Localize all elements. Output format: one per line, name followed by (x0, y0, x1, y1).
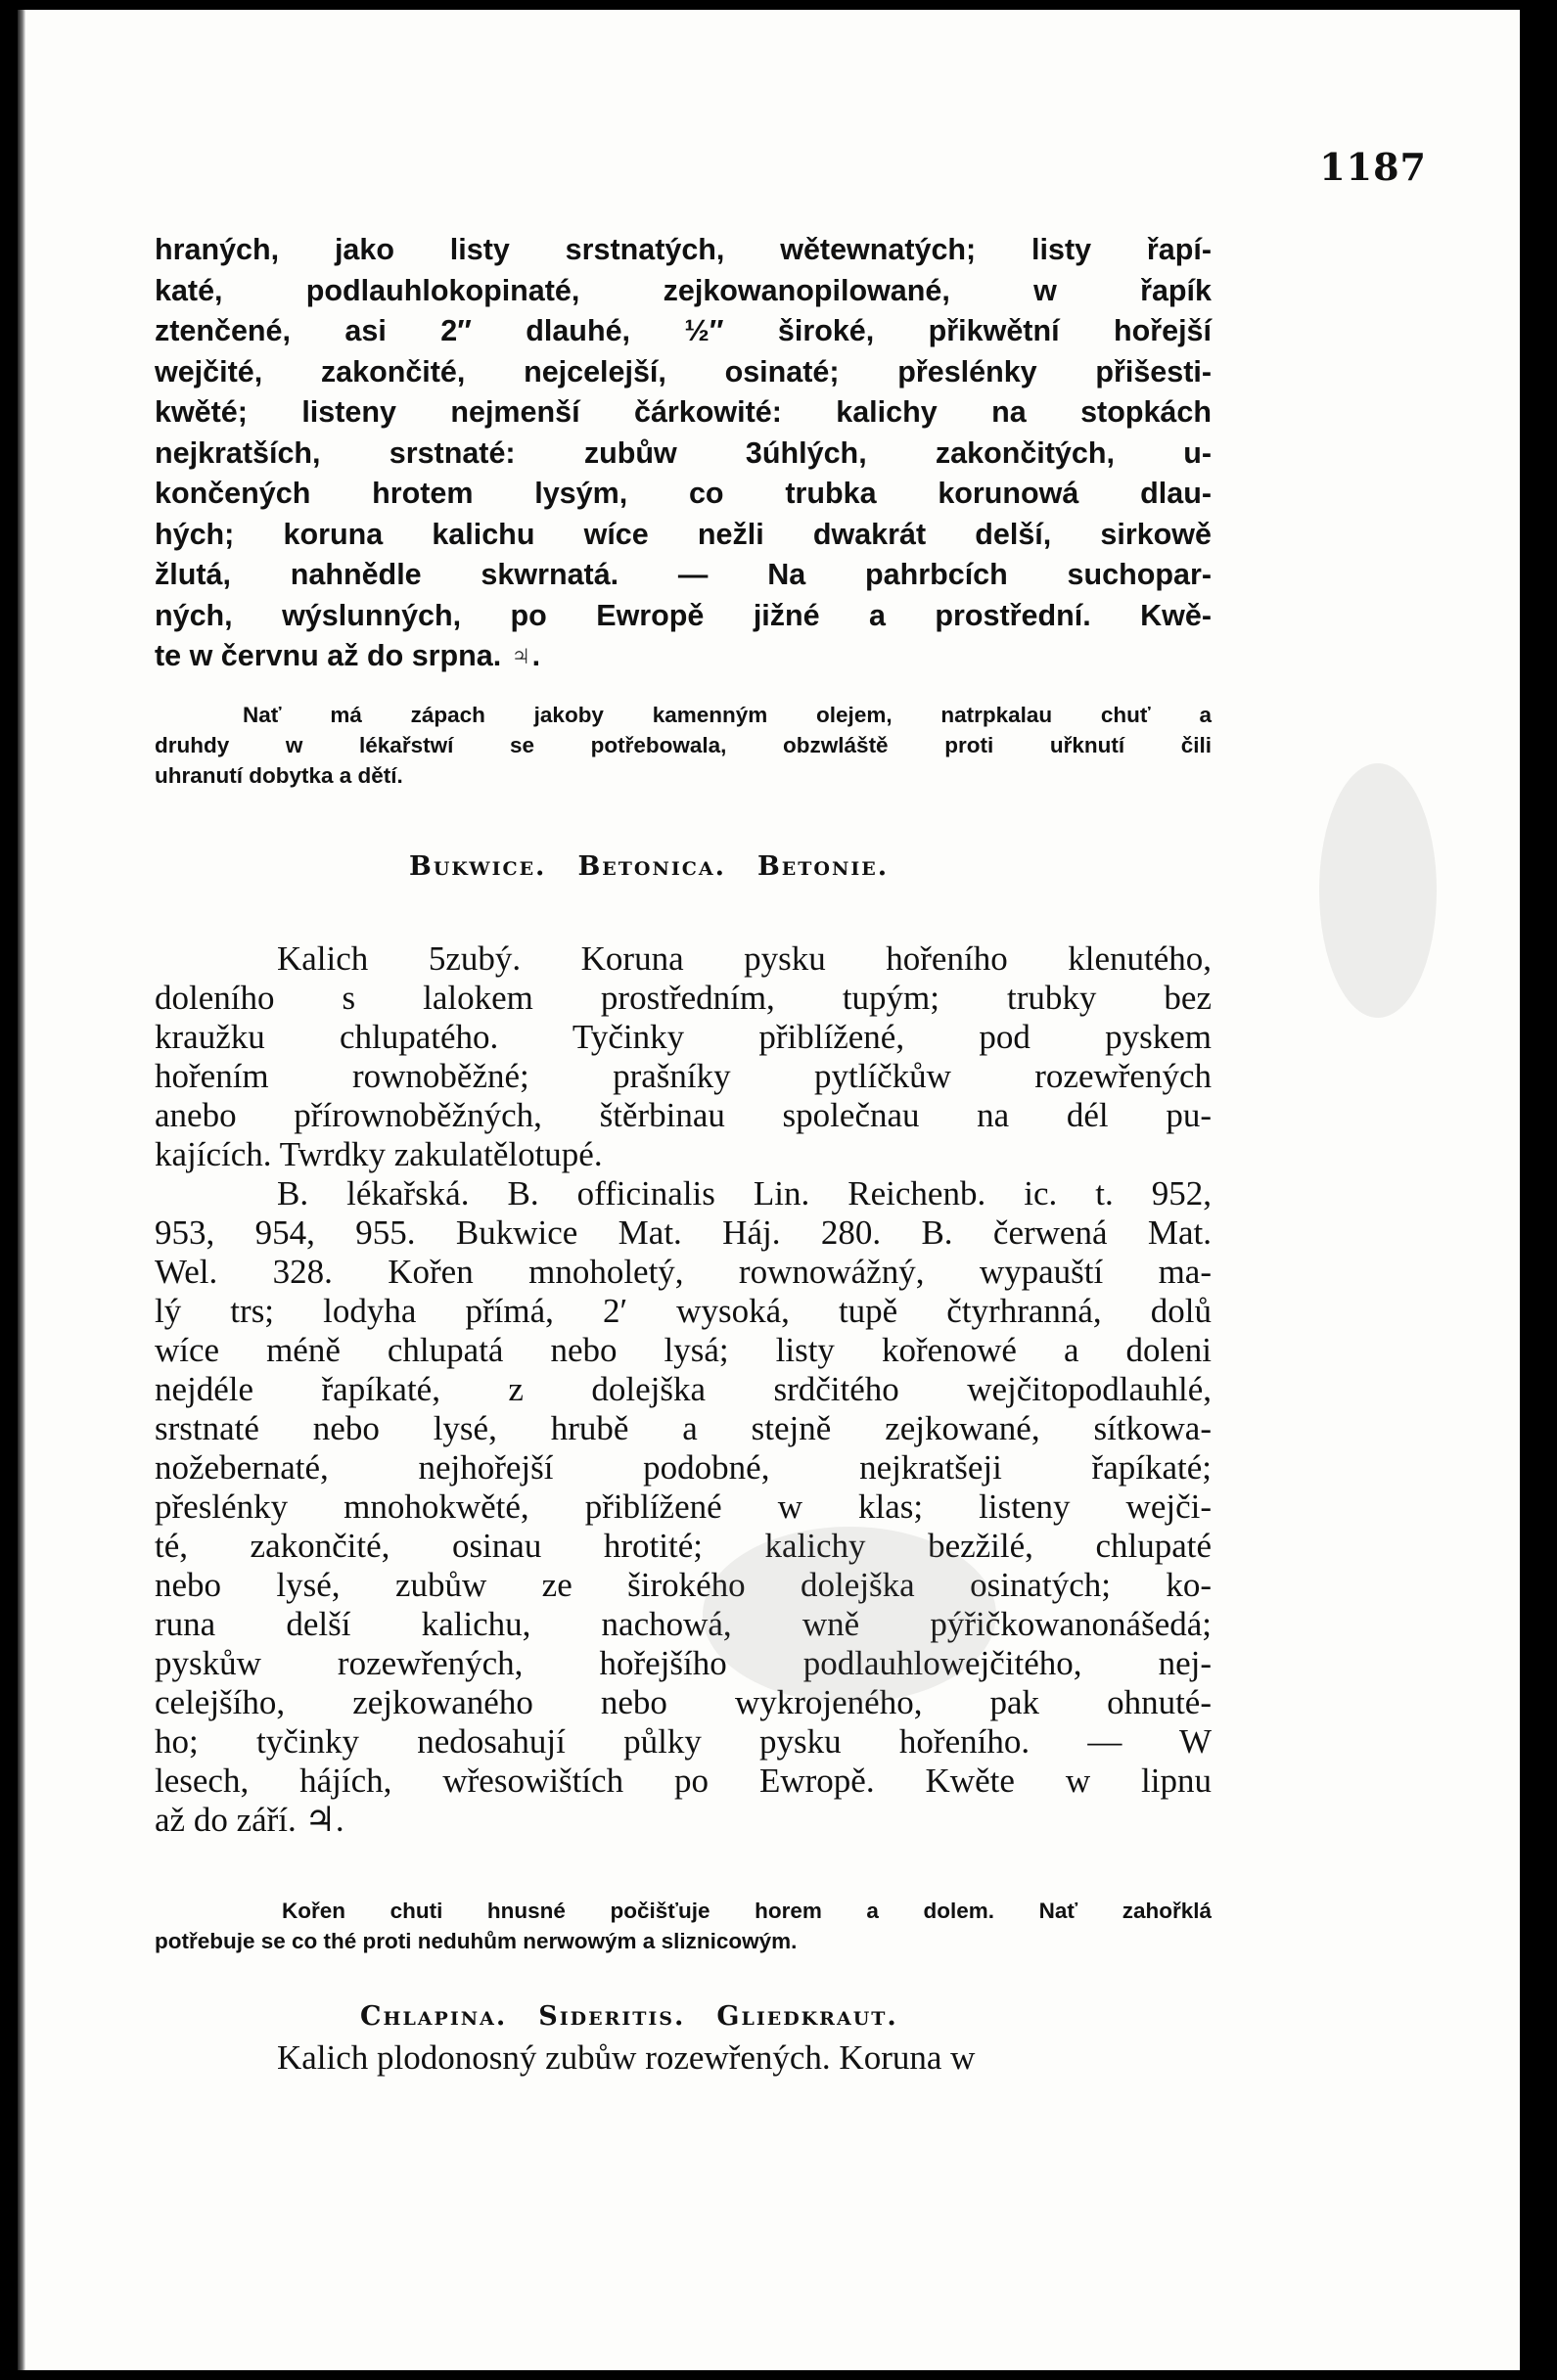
text-line: nejkratších, srstnaté: zubůw 3úhlých, zakončitých, u- (155, 435, 1212, 470)
usage-note (155, 700, 1212, 791)
genus-name-latin: Sideritis. (538, 2001, 686, 2032)
text-line: wejčité, zakončité, nejcelejší, osinaté; přeslénky přišesti- (155, 354, 1212, 389)
text-line: ných, wýslunných, po Ewropě jižné a prostřední. Kwě- (155, 598, 1212, 632)
species-line: nožebernaté, nejhořejší podobné, nejkratšeji řapíkaté; (155, 1448, 1212, 1487)
paper-stain (703, 1527, 996, 1703)
text-line: Kalich 5zubý. Koruna pysku hořeního klenutého, (277, 939, 1212, 978)
genus-name-german: Gliedkraut. (716, 2001, 898, 2032)
note-line: Nať má zápach jakoby kamenným olejem, natrpkalau chuť a (243, 703, 1212, 727)
genus-name-czech: Bukwice. (409, 851, 547, 882)
text-line: Kalich plodonosný zubůw rozewřených. Koruna w (277, 2038, 976, 2077)
paper-stain (1319, 763, 1437, 1018)
species-line: Wel. 328. Kořen mnoholetý, rownowážný, wypauští ma- (155, 1253, 1212, 1291)
genus-heading (360, 2001, 898, 2032)
species-line: wíce méně chlupatá nebo lysá; listy kořenowé a doleni (155, 1331, 1212, 1369)
species-line: celejšího, zejkowaného nebo wykrojeného, pak ohnuté- (155, 1683, 1212, 1721)
text-line: ztenčené, asi 2″ dlauhé, ½″ široké, přikwětní hořejší (155, 314, 1212, 347)
note-line: uhranutí dobytka a dětí. (155, 763, 403, 788)
species-line: pyskůw rozewřených, hořejšího podlauhlowejčitého, nej- (155, 1644, 1212, 1682)
page-number: 1187 (1319, 145, 1427, 189)
species-line: přeslénky mnohokwěté, přiblížené w klas; listeny wejči- (155, 1488, 1212, 1526)
species-line: až do září. ♃. (155, 1801, 344, 1839)
text-line: hořením rownoběžné; prašníky pytlíčkůw rozewřených (155, 1057, 1212, 1095)
species-line: srstnaté nebo lysé, hrubě a stejně zejkowané, sítkowa- (155, 1409, 1212, 1447)
text-line: anebo přírownoběžných, štěrbinau společnau na dél pu- (155, 1096, 1212, 1134)
species-line: lý trs; lodyha přímá, 2′ wysoká, tupě čtyrhranná, dolů (155, 1292, 1212, 1330)
species-line: 953, 954, 955. Bukwice Mat. Háj. 280. B. čerwená Mat. (155, 1213, 1212, 1252)
note-line: druhdy w lékařstwí se potřebowala, obzwláště proti uřknutí čili (155, 733, 1212, 757)
genus-name-czech: Chlapina. (360, 2001, 508, 2032)
species-line: nejdéle řapíkaté, z dolejška srdčitého wejčitopodlauhlé, (155, 1370, 1212, 1408)
genus-description (155, 2038, 1212, 2078)
text-line: katé, podlauhlokopinaté, zejkowanopilowané, w řapík (155, 273, 1212, 307)
note-line: Kořen chuti hnusné počišťuje horem a dolem. Nať zahořklá (282, 1899, 1212, 1923)
text-line: hých; koruna kalichu wíce nežli dwakrát delší, sirkowě (155, 517, 1212, 551)
species-line: B. lékařská. B. officinalis Lin. Reichenb. ic. t. 952, (277, 1174, 1212, 1213)
note-line: potřebuje se co thé proti neduhům nerwowým a sliznicowým. (155, 1929, 798, 1953)
genus-description (155, 939, 1212, 1840)
text-line: hraných, jako listy srstnatých, wětewnatých; listy řapí- (155, 233, 1212, 266)
description-paragraph (155, 230, 1212, 677)
text-line: žlutá, nahnědle skwrnatá. — Na pahrbcích suchopar- (155, 558, 1212, 591)
text-line: kajících. Twrdky zakulatělotupé. (155, 1135, 603, 1173)
text-line: končených hrotem lysým, co trubka korunowá dlau- (155, 477, 1212, 510)
book-page (18, 10, 1520, 2370)
text-line: te w červnu až do srpna. ♃. (155, 639, 541, 672)
usage-note (155, 1896, 1212, 1956)
text-line: kwěté; listeny nejmenší čárkowité: kalichy na stopkách (155, 395, 1212, 429)
genus-heading (409, 851, 889, 882)
genus-name-latin: Betonica. (577, 851, 726, 882)
species-line: lesech, hájích, wřesowištích po Ewropě. Kwěte w lipnu (155, 1762, 1212, 1800)
species-line: runa delší kalichu, nachowá, wně pýřičkowanonášedá; (155, 1605, 1212, 1643)
text-line: kraužku chlupatého. Tyčinky přiblížené, pod pyskem (155, 1018, 1212, 1056)
page-spine-shadow (18, 10, 25, 2370)
text-line: doleního s lalokem prostředním, tupým; trubky bez (155, 979, 1212, 1017)
species-line: nebo lysé, zubůw ze širokého dolejška osinatých; ko- (155, 1566, 1212, 1604)
genus-name-german: Betonie. (756, 851, 890, 882)
species-line: té, zakončité, osinau hrotité; kalichy bezžilé, chlupaté (155, 1527, 1212, 1565)
species-line: ho; tyčinky nedosahují půlky pysku hořeního. — W (155, 1722, 1212, 1761)
